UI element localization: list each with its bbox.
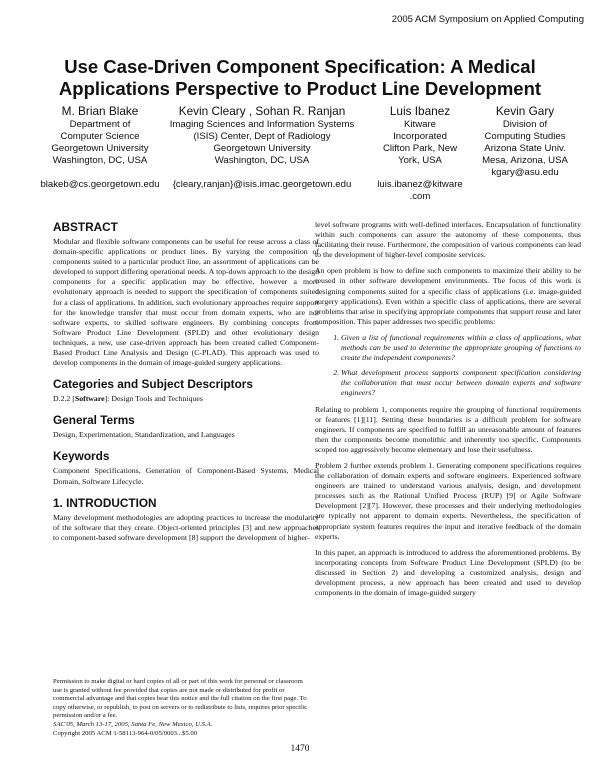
author-email: luis.ibanez@kitware .com — [377, 179, 463, 202]
abstract-text: Modular and flexible software components can be useful for reuse across a class of domain-specific applications or product lines. By varying the composition of components suited to a particular product line, an assortment of applications can be developed to support differing operational needs. A top-down approach to the design components for a specific application may be effective, however a more evolutionary approach is needed to support the specification of components suited for a class of applications. In addition, such evolutionary approaches require support for the knowledge transfer that must occur from domain experts, who are not software experts, to skilled software engineers. By combining concepts from Software Product Line Development (SPLD) and other evolutionary design techniques, a new, use case-driven approach has been created called Component-Based Product Line Analysis and Design (C-PLAD). This approach was used to develop components in the domain of image-guided surgery applications. — [53, 237, 319, 368]
abstract-heading: ABSTRACT — [53, 220, 118, 234]
paragraph: Problem 2 further extends problem 1. Generating component specifications requires the collaboration of domain experts and software engineers. Experienced software engineers are trained to understand various analysis, design, and development processes such as the Rational Unified Process (RUP) [9] or Agile Software Development [2][7]. However, these processes and their underlying methodologies are typically not apparent to domain experts. Nevertheless, the specification of appropriate system features requires the input and iterative feedback of the domain experts. — [315, 460, 581, 541]
affiliation-line: Arizona State Univ. — [484, 143, 566, 154]
introduction-heading: 1. INTRODUCTION — [53, 495, 157, 510]
title-line: Applications Perspective to Product Line Development — [58, 78, 542, 99]
author-email: kgary@asu.edu — [491, 167, 559, 178]
paragraph: An open problem is how to define such components to maximize their ability to be reused in other software development environments. The focus of this work is designing components suited for a specific class of applications (i.e. image-guided surgery applications). Even within a specific class of applications, there are several problems that arise in specifying appropriate components that support reuse and later composition. This paper addresses two specific problems: — [315, 266, 581, 326]
conference-header: 2005 ACM Symposium on Applied Computing — [391, 14, 584, 25]
problem-item: 2. What development process supports component specification considering the collaboration that must occur between domain experts and software engineers? — [341, 368, 581, 398]
affiliation-line: (ISIS) Center, Dept of Radiology — [193, 131, 331, 142]
author-name: M. Brian Blake — [61, 104, 139, 118]
right-column — [315, 220, 581, 598]
terms-heading: General Terms — [53, 413, 135, 428]
affiliation-line: Incorporated — [393, 131, 447, 142]
affiliation-line: York, USA — [398, 155, 442, 166]
affiliation-line: Georgetown University — [213, 143, 311, 154]
left-column — [53, 220, 319, 543]
affiliation-line: Imaging Sciences and Information Systems — [169, 119, 355, 130]
author-email: blakeb@cs.georgetown.edu — [40, 179, 160, 190]
problem-item: 1. Given a list of functional requirements within a class of applications, what methods can be used to determine the appropriate grouping of functions to create the independent components? — [341, 333, 581, 363]
paragraph: Relating to problem 1, components require the grouping of functional requirements or features [1][11]. Setting these boundaries is a difficult problem for software engineers. If components are specified to fulfill an unreasonable amount of features then the components become monolithic and inherently too specific. Components scoped too aggressively become elementary and lose their usefulness. — [315, 404, 581, 454]
author-3 — [368, 104, 472, 203]
author-name: Luis Ibanez — [389, 104, 451, 118]
conference-info: SAC'05, March 13-17, 2005, Santa Fe, New Mexico, U.S.A. — [53, 720, 213, 728]
affiliation-line: Division of — [502, 119, 548, 130]
paragraph: In this paper, an approach is introduced to address the aforementioned problems. By incorporating concepts from Software Product Line Development (SPLD) (to be discussed in Section 2) and developing a customized analysis, design and development process, a new approach has been created and used to develop components in the domain of image-guided surgery — [315, 547, 581, 598]
paper-title — [0, 56, 600, 100]
affiliation-line: Clifton Park, New — [382, 143, 458, 154]
affiliation-line: Georgetown University — [51, 143, 149, 154]
copyright-line: Copyright 2005 ACM 1-58113-964-0/05/0003...$5.00 — [53, 729, 198, 737]
permission-text: Permission to make digital or hard copies of all or part of this work for personal or classroom use is granted without fee provided that copies are not made or distributed for profit or commercial advantage and that copies bear this notice and the full citation on the first page. To copy otherwise, or republish, to post on servers or to redistribute to lists, requires prior specific permission and/or a fee. — [53, 678, 308, 720]
affiliation-line: Washington, DC, USA — [52, 155, 148, 166]
categories-text — [53, 394, 319, 404]
keywords-text: Component Specifications, Generation of Component-Based Systems, Medical Domain, Software Lifecycle. — [53, 466, 319, 486]
terms-text: Design, Experimentation, Standardization, and Languages — [53, 430, 235, 440]
permission-notice — [53, 678, 311, 738]
author-4 — [474, 104, 576, 179]
author-name: Kevin Cleary , Sohan R. Ranjan — [178, 104, 346, 118]
title-line: Use Case-Driven Component Specification: A Medical — [64, 56, 536, 77]
author-2 — [162, 104, 362, 191]
affiliation-line: Computing Studies — [484, 131, 566, 142]
introduction-text: Many development methodologies are adopting practices to increase the modularity of the software that they create. Object-oriented principles [3] and new approaches to component-based software development [8] support the development of higher- — [53, 512, 319, 542]
affiliation-line: Kitware — [404, 119, 436, 130]
categories-heading: Categories and Subject Descriptors — [53, 377, 253, 392]
problem-list — [315, 333, 581, 399]
author-1 — [40, 104, 160, 191]
paragraph: level software programs with well-defined interfaces. Encapsulation of functionality within such components can assure the autonomy of these components, thus facilitating their reuse. Furthermore, the composition of various components can lead to the development of higher-level composite services. — [315, 220, 581, 260]
author-name: Kevin Gary — [495, 104, 555, 118]
author-block — [40, 104, 580, 214]
affiliation-line: Mesa, Arizona, USA — [482, 155, 568, 166]
cat-prefix: D.2.2 [ — [53, 394, 75, 404]
cat-bold: Software — [74, 394, 105, 404]
affiliation-line: Computer Science — [60, 131, 140, 142]
page-number: 1470 — [290, 744, 310, 754]
author-email: {cleary,ranjan}@isis.imac.georgetown.edu — [172, 179, 352, 190]
affiliation-line: Department of — [69, 119, 131, 130]
affiliation-line: Washington, DC, USA — [214, 155, 310, 166]
cat-suffix: ]: Design Tools and Techniques — [104, 394, 203, 404]
keywords-heading: Keywords — [53, 449, 110, 464]
